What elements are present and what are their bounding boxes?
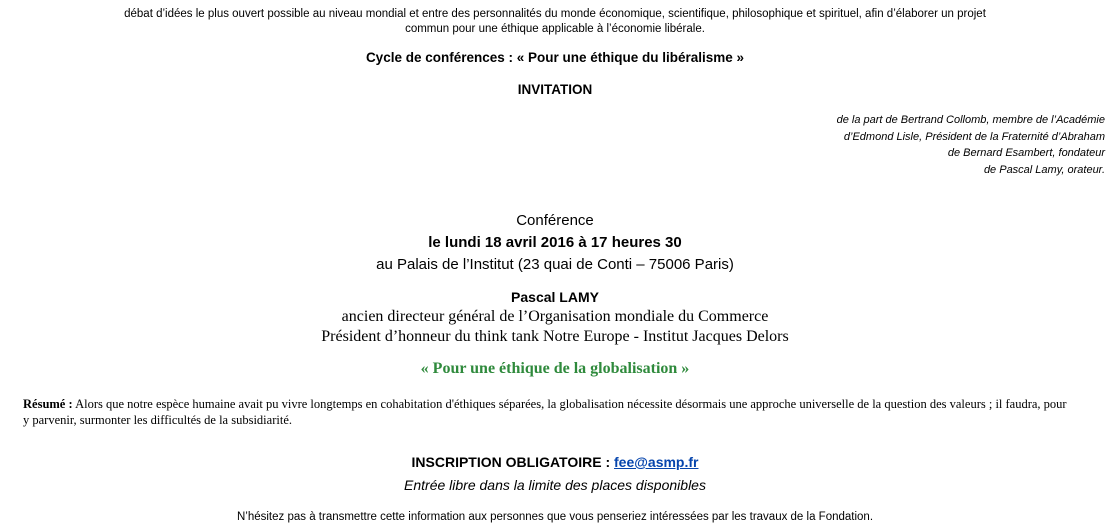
host-line: de Pascal Lamy, orateur. (983, 163, 1105, 176)
footer-note: N’hésitez pas à transmettre cette information aux personnes que vous penseriez intéressées par les travaux de la Fondation. (236, 511, 874, 523)
conference-label: Conférence (516, 212, 594, 229)
host-line: d’Edmond Lisle, Président de la Fraternité d’Abraham (843, 130, 1105, 143)
speaker-name: Pascal LAMY (511, 289, 599, 305)
summary-text: Alors que notre espèce humaine avait pu vivre longtemps en cohabitation d'éthiques séparées, la globalisation nécessite désormais une approche universelle de la question des valeurs ; il faudra, pour y parvenir, surmonter les difficultés de la subsidiarité. (23, 397, 1067, 427)
entry-note: Entrée libre dans la limite des places disponibles (404, 477, 706, 493)
inscription-label: INSCRIPTION OBLIGATOIRE : (411, 454, 615, 470)
summary-paragraph (23, 396, 1073, 428)
inscription-line (0, 454, 1110, 470)
invitation-heading: INVITATION (517, 82, 593, 97)
email-link[interactable]: fee@asmp.fr (614, 454, 699, 470)
host-line: de Bernard Esambert, fondateur (947, 147, 1105, 159)
speaker-role-2: Président d’honneur du think tank Notre Europe - Institut Jacques Delors (321, 328, 789, 345)
intro-line-2: commun pour une éthique applicable à l’économie libérale. (405, 23, 705, 35)
cycle-title: Cycle de conférences : « Pour une éthique du libéralisme » (365, 50, 745, 65)
conference-place: au Palais de l’Institut (23 quai de Conti – 75006 Paris) (376, 256, 734, 273)
conference-date: le lundi 18 avril 2016 à 17 heures 30 (428, 234, 682, 251)
summary-label: Résumé : (23, 397, 73, 411)
talk-title: « Pour une éthique de la globalisation » (420, 360, 690, 377)
speaker-role-1: ancien directeur général de l’Organisation mondiale du Commerce (341, 308, 769, 325)
host-line: de la part de Bertrand Collomb, membre de l’Académie (836, 114, 1105, 126)
intro-line-1: débat d’idées le plus ouvert possible au niveau mondial et entre des personnalités du monde économique, scientifique, philosophique et spirituel, afin d’élaborer un projet (124, 8, 986, 20)
hosts-block (837, 112, 1105, 178)
